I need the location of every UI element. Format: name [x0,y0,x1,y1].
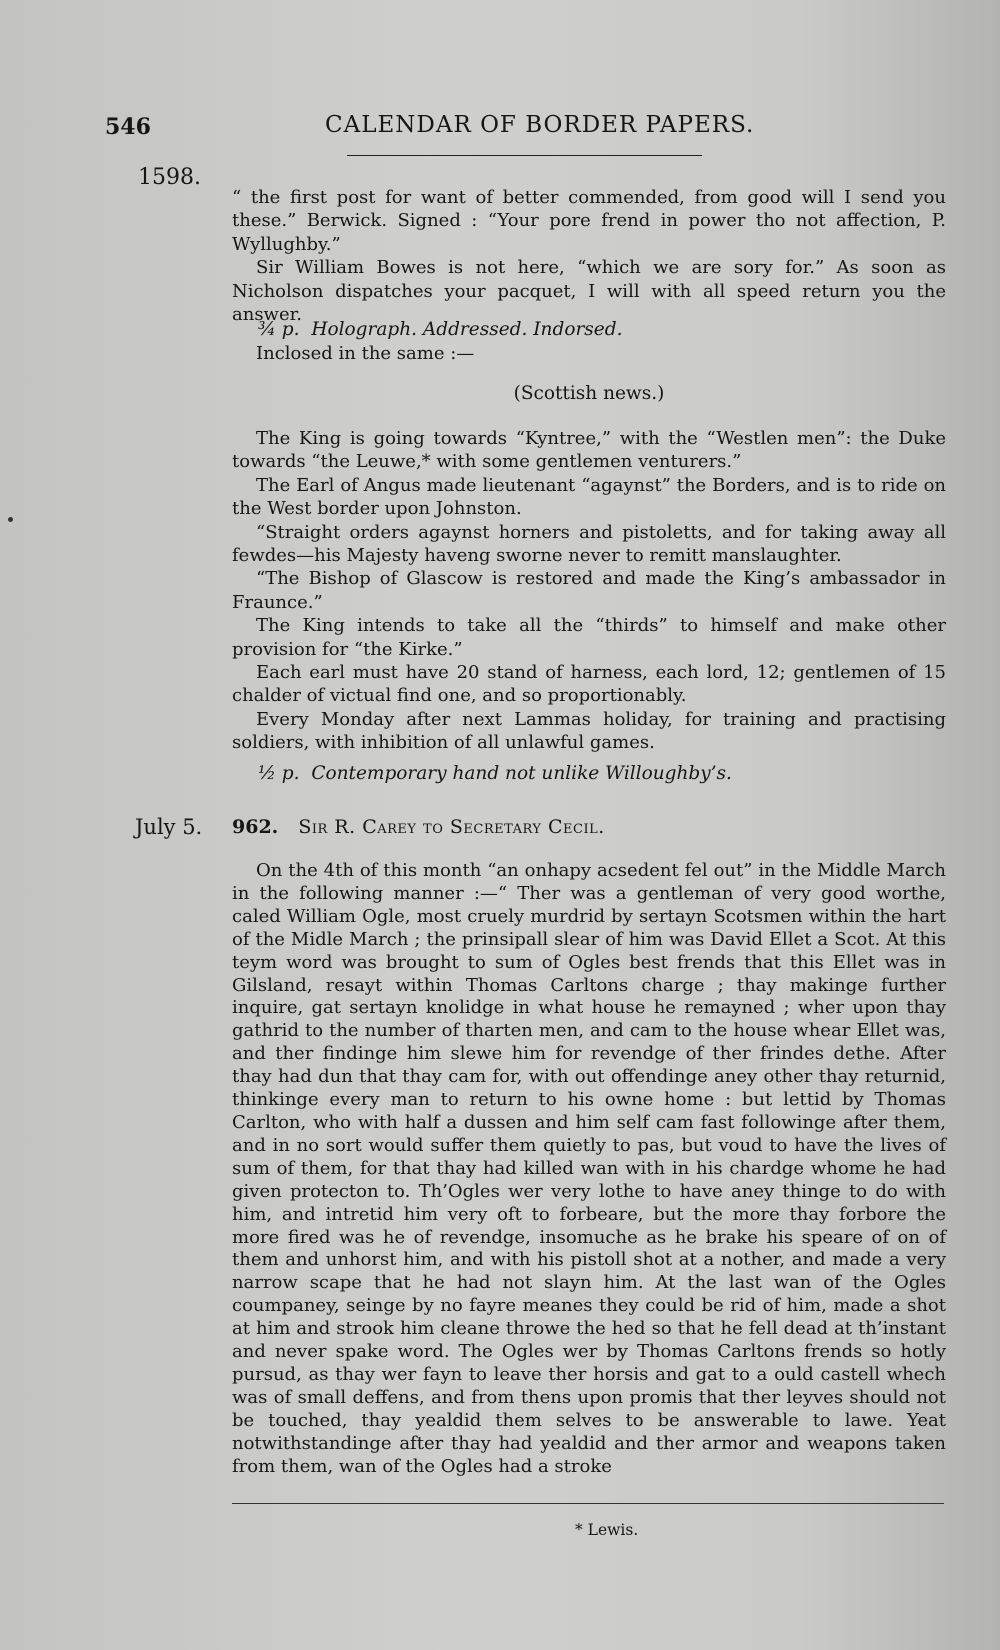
inclosed-line: Inclosed in the same :— [256,343,475,364]
news-paragraph: Every Monday after next Lammas holiday, for training and practising soldiers, with inhibition of all unlawful games. [232,708,946,754]
news-paragraph: The King intends to take all the “thirds” to himself and make other provision for “the Kirke.” [232,615,946,660]
entry-date: July 5. [135,815,203,839]
footnote-rule [232,1503,944,1504]
entry-number: 962. [232,816,279,838]
footnote: * Lewis. [575,1521,639,1539]
physical-note-2 [258,762,732,785]
scottish-news [232,427,946,755]
letter-close-paragraph-1: “ the first post for want of better commended, from good will I send you these.” Berwick. Signed : “Your pore frend in power tho not affection, P. Wyllughby.” [232,187,946,255]
news-paragraph: The Earl of Angus made lieutenant “agaynst” the Borders, and is to ride on the West border upon Johnston. [232,474,946,520]
physical-note-1 [258,318,622,341]
entry-heading [232,816,605,838]
entry-body [232,860,946,1478]
note-1-description: Holograph. Addressed. Indorsed. [311,319,623,340]
inclosed-line-block [232,342,946,365]
news-paragraph: Each earl must have 20 stand of harness, each lord, 12; gentlemen of 15 chalder of victual find one, and so proportionably. [232,662,946,707]
margin-year: 1598. [138,165,201,190]
note-2-size: ½ p. [258,763,300,784]
enclosure-title: (Scottish news.) [513,383,665,404]
running-title: CALENDAR OF BORDER PAPERS. [325,112,755,138]
header-rule [347,155,702,156]
news-paragraph: “The Bishop of Glascow is restored and made the King’s ambassador in Fraunce.” [232,568,946,613]
page-header [105,110,950,150]
note-1-size: ¾ p. [258,319,300,340]
news-paragraph: The King is going towards “Kyntree,” with the “Westlen men”: the Duke towards “the Leuwe,* with some gentlemen venturers.” [232,428,946,473]
entry-body-paragraph: On the 4th of this month “an onhapy acsedent fel out” in the Middle March in the following manner :—“ Ther was a gentleman of very good worthe, caled William Ogle, most cruely murdrid by sertayn Scotsmen within the hart of the Midle March ; the prinsipall slear of him was David Ellet a Scot. At this teym word was brought to sum of Ogles best frends that this Ellet was in Gilsland, resayt within Thomas Carltons charge ; thay makinge further inquire, gat sertayn knolidge in what house he remayned ; wher upon thay gathrid to the number of tharten men, and cam to the house whear Ellet was, and ther findinge him slewe him for revendge of ther frindes dethe. After thay had dun that thay cam for, with out offendinge aney other thay returnid, thinkinge every man to return to his owne home : but lettid by Thomas Carlton, who with half a dussen and him self cam fast followinge after them, and in no sort would suffer them quietly to pas, but voud to have the lives of sum of them, for that thay had killed wan with in his chardge whome he had given protecton to. Th’Ogles wer very lothe to have aney thinge to do with him, and intretid him very oft to forbeare, but the more thay forbore the more fired was he of revendge, insomuche as he brake his speare of on of them and unhorst him, and with his pistoll shot at a nother, and made a very narrow scape that he had not slayn him. At the last wan of the Ogles coumpaney, seinge by no fayre meanes they could be rid of him, made a shot at him and strook him cleane throwe the hed so that he fell dead at th’instant and never spake word. The Ogles wer by Thomas Carltons frends so hotly pursud, as thay wer fayn to leave ther horsis and gat to a ould castell whech was of small deffens, and from thens upon promis that ther leyves should not be touched, thay yealdid them selves to be answerable to lawe. Yeat notwithstandinge after thay had yealdid and ther armor and weapons taken from them, wan of the Ogles had a stroke [232,860,946,1477]
letter-close [232,186,946,326]
entry-title: Sir R. Carey to Secretary Cecil. [298,816,605,838]
letter-close-paragraph-2: Sir William Bowes is not here, “which we are sory for.” As soon as Nicholson dispatches your pacquet, I will with all speed return you the answer. [232,257,946,326]
news-paragraph: “Straight orders agaynst horners and pistoletts, and for taking away all fewdes—his Majesty haveng sworne never to remitt manslaughter. [232,521,946,567]
page-number: 546 [105,114,151,140]
note-2-description: Contemporary hand not unlike Willoughby’s. [311,763,732,784]
ink-blot [8,517,13,522]
